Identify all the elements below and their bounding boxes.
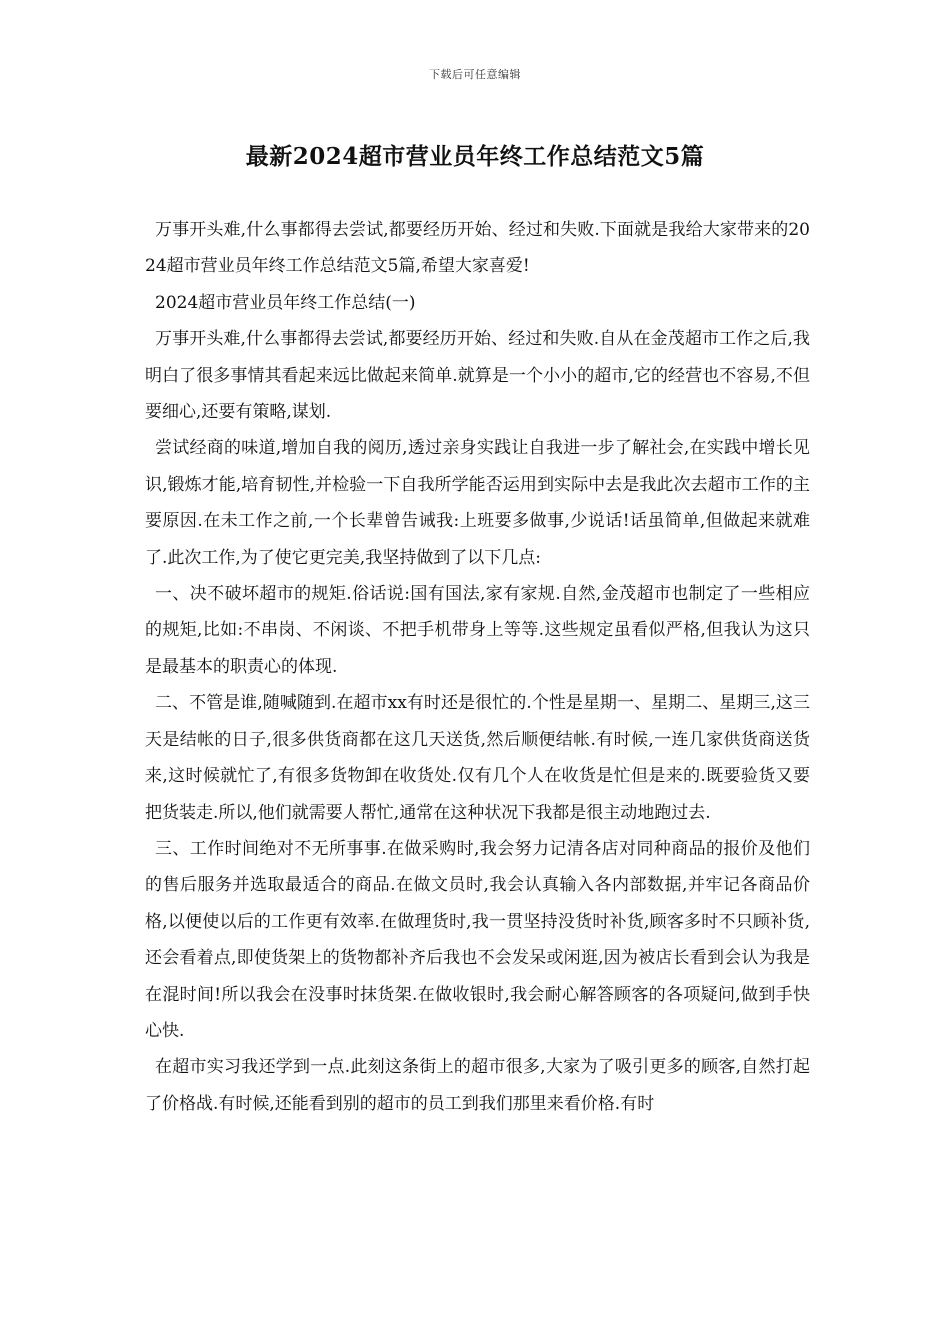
document-body	[145, 212, 810, 1122]
body-paragraph: 在超市实习我还学到一点.此刻这条街上的超市很多,大家为了吸引更多的顾客,自然打起了价格战.有时候,还能看到别的超市的员工到我们那里来看价格.有时	[145, 1057, 810, 1114]
document-title: 最新2024超市营业员年终工作总结范文5篇	[245, 143, 705, 170]
section-heading: 2024超市营业员年终工作总结(一)	[155, 292, 416, 313]
body-paragraph: 一、决不破坏超市的规矩.俗话说:国有国法,家有家规.自然,金茂超市也制定了一些相应的规矩,比如:不串岗、不闲谈、不把手机带身上等等.这些规定虽看似严格,但我认为这只是最基本的职责心的体现.	[145, 584, 810, 677]
body-paragraph: 万事开头难,什么事都得去尝试,都要经历开始、经过和失败.自从在金茂超市工作之后,我明白了很多事情其看起来远比做起来简单.就算是一个小小的超市,它的经营也不容易,不但要细心,还要有策略,谋划.	[145, 329, 810, 423]
body-paragraph: 二、不管是谁,随喊随到.在超市xx有时还是很忙的.个性是星期一、星期二、星期三,这三天是结帐的日子,很多供货商都在这几天送货,然后顺便结帐.有时候,一连几家供货商送货来,这时候就忙了,有很多货物卸在收货处.仅有几个人在收货是忙但是来的.既要验货又要把货装走.所以,他们就需要人帮忙,通常在这种状况下我都是很主动地跑过去.	[145, 693, 810, 823]
body-paragraph: 三、工作时间绝对不无所事事.在做采购时,我会努力记清各店对同种商品的报价及他们的售后服务并选取最适合的商品.在做文员时,我会认真输入各内部数据,并牢记各商品价格,以便使以后的工作更有效率.在做理货时,我一贯坚持没货时补货,顾客多时不只顾补货,还会看着点,即使货架上的货物都补齐后我也不会发呆或闲逛,因为被店长看到会认为我是在混时间!所以我会在没事时抹货架.在做收银时,我会耐心解答顾客的各项疑问,做到手快心快.	[145, 838, 810, 1041]
intro-paragraph: 万事开头难,什么事都得去尝试,都要经历开始、经过和失败.下面就是我给大家带来的2024超市营业员年终工作总结范文5篇,希望大家喜爱!	[145, 220, 810, 277]
body-paragraph: 尝试经商的味道,增加自我的阅历,透过亲身实践让自我进一步了解社会,在实践中增长见识,锻炼才能,培育韧性,并检验一下自我所学能否运用到实际中去是我此次去超市工作的主要原因.在未工作之前,一个长辈曾告诫我:上班要多做事,少说话!话虽简单,但做起来就难了.此次工作,为了使它更完美,我坚持做到了以下几点:	[145, 438, 810, 568]
header-note: 下载后可任意编辑	[429, 68, 521, 81]
